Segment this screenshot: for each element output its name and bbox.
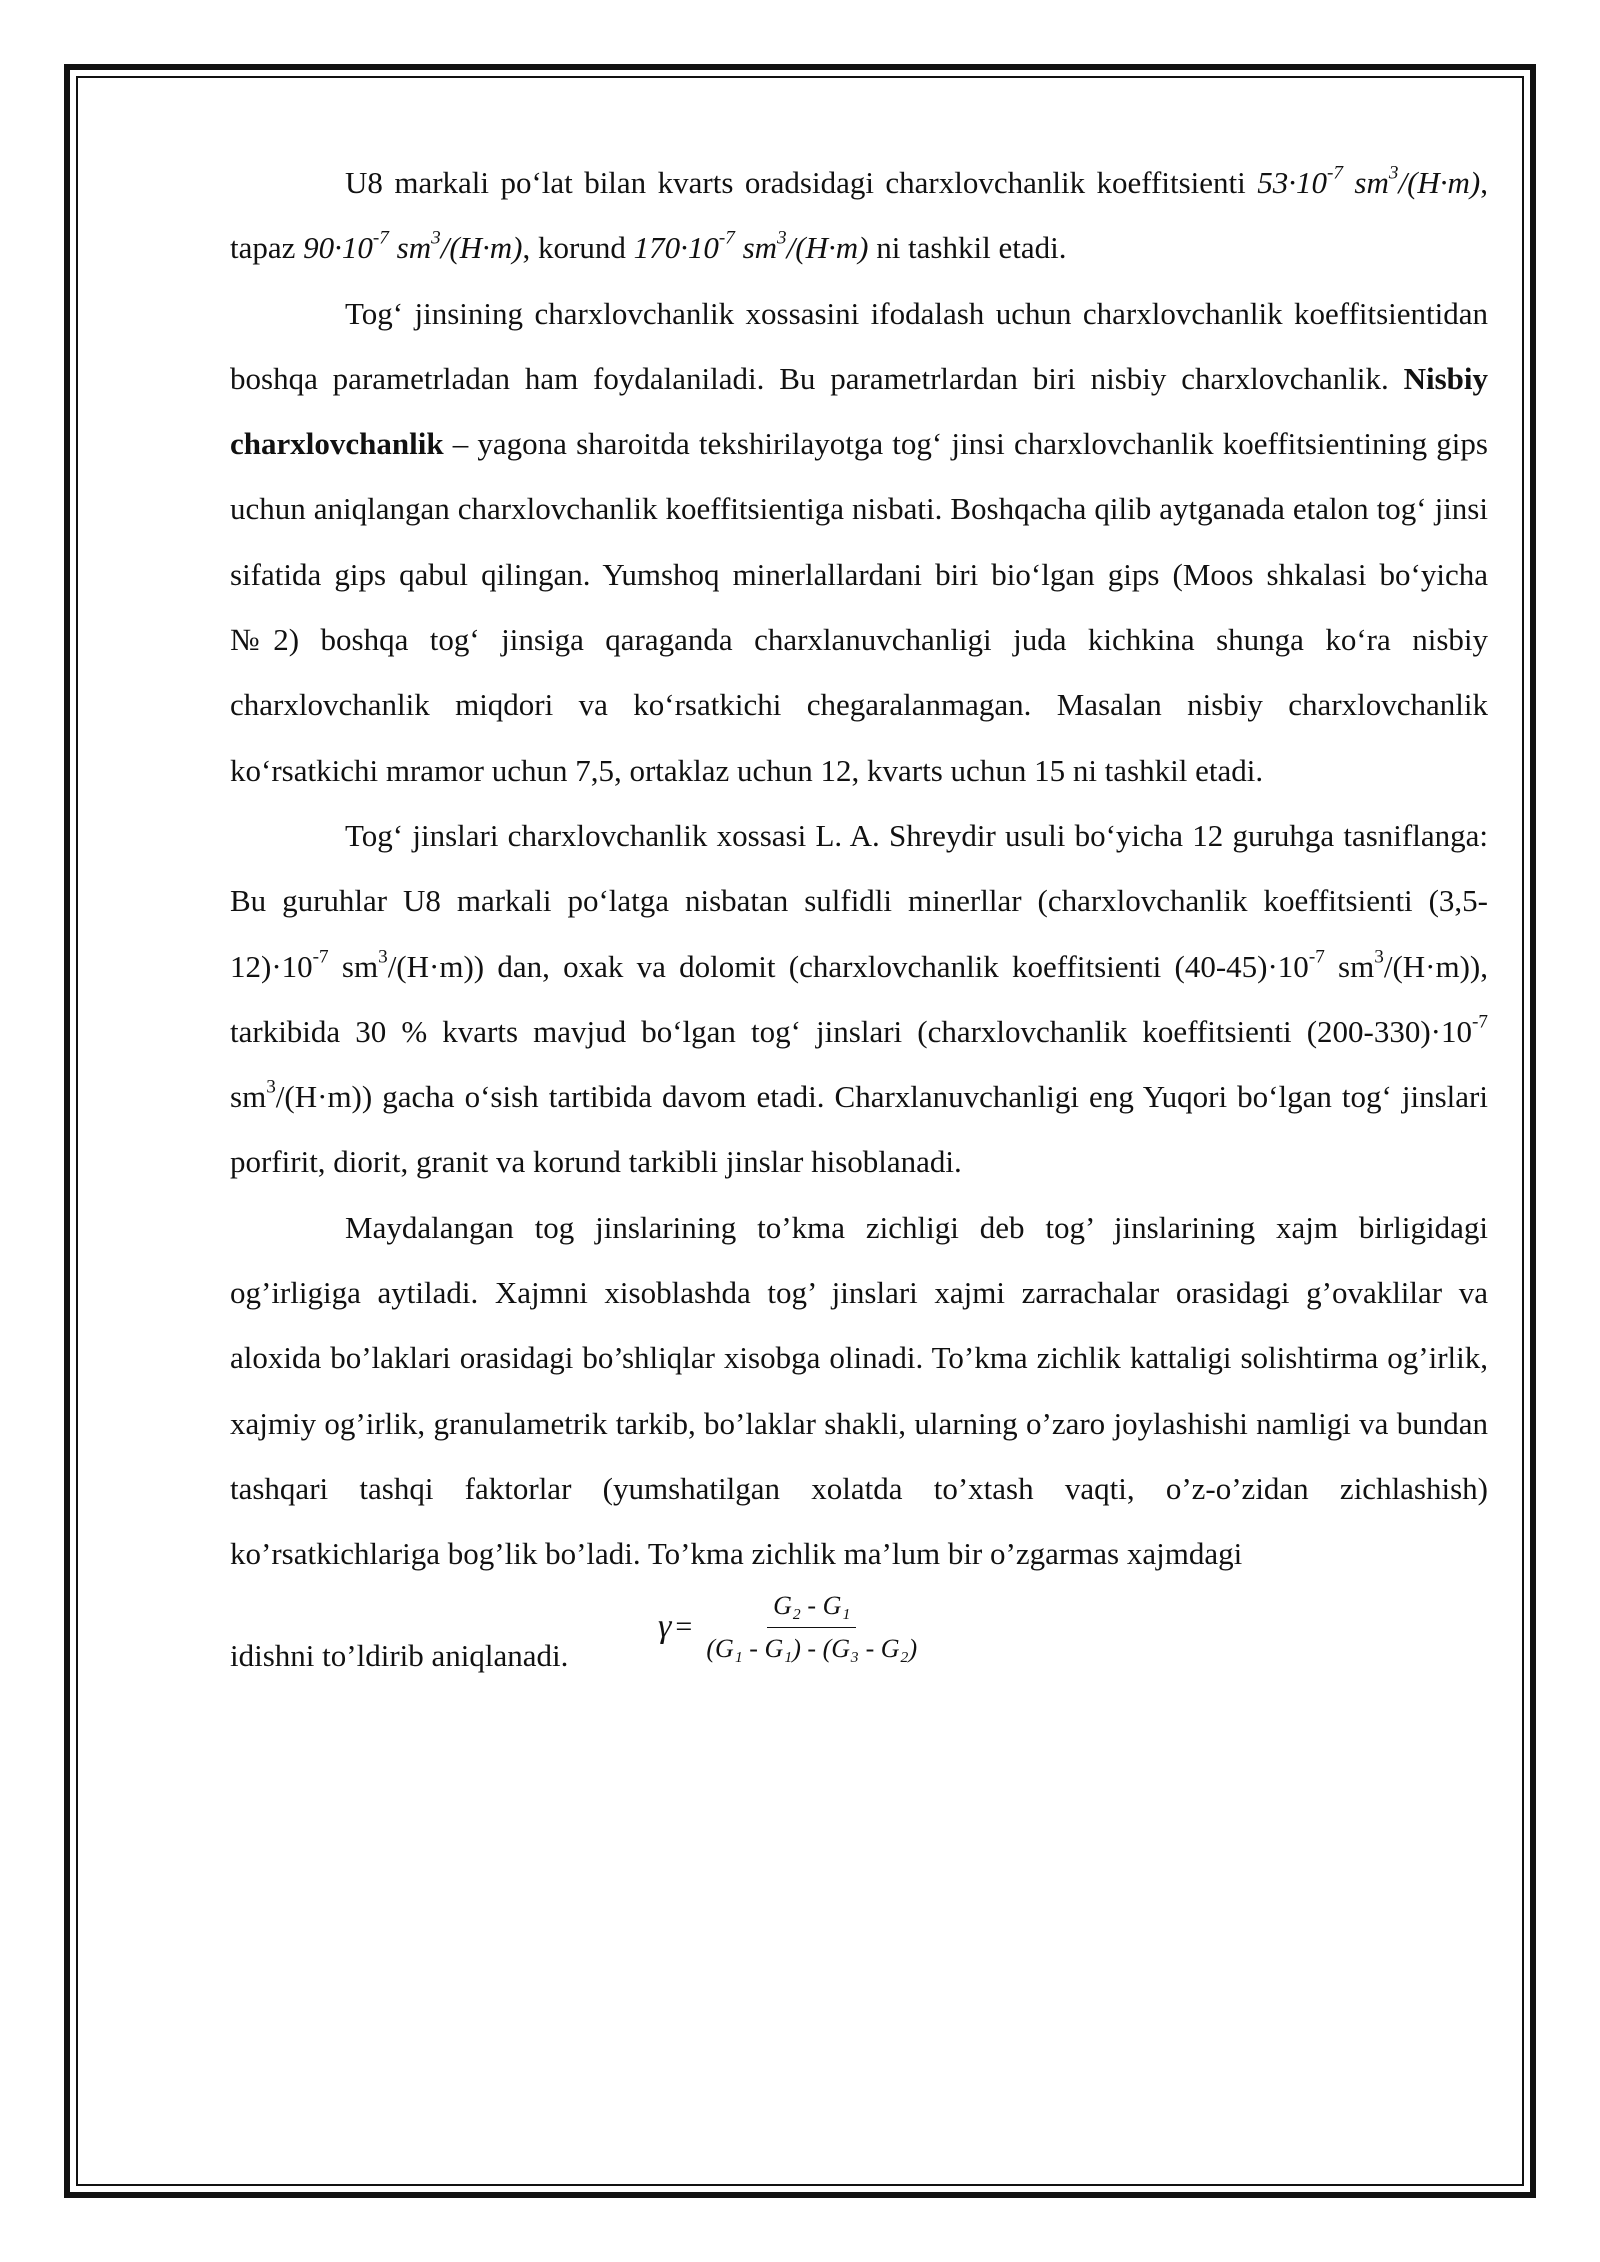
equals-sign: =: [675, 1610, 693, 1644]
paragraph-classification: Tog‘ jinslari charxlovchanlik xossasi L. A. Shreydir usuli bo‘yicha 12 guruhga tasniflanga: Bu guruhlar U8 markali po‘latga nisbatan sulfidli minerllar (charxlovchanlik koeffitsienti $(3,5-12)\cdot 10^{-7}$ $sm^3/(H\cdot m)$) dan, oxak va dolomit (charxlovchanlik koeffitsienti $(40-45)\cdot 10^{-7}$ $sm^3/(H\cdot m)$), tarkibida 30 % kvarts mavjud bo‘lgan tog‘ jinslari (charxlovchanlik koeffitsienti $(200-330)\cdot 10^{-7}$ $sm^3/(H\cdot m)$) gacha o‘sish tartibida davom etadi. Charxlanuvchanligi eng Yuqori bo‘lgan tog‘ jinslari porfirit, diorit, granit va korund tarkibli jinslar hisoblanadi.: [230, 817, 1488, 1180]
value-topaz: $90\cdot 10^{-7}$ $sm^3/(H\cdot m)$: [303, 227, 523, 266]
formula-line: [230, 1587, 1488, 1687]
fraction-denominator: (G₁ - G₁) - (G₃ - G₂): [706, 1633, 918, 1663]
paragraph-abrasion-coefficients: [230, 150, 1488, 281]
text: , tapaz: [230, 165, 1488, 266]
bold-term: Nisbiy charxlovchanlik: [230, 360, 1488, 462]
document-body: [230, 150, 1488, 1687]
formula-lead-text: idishni to’ldirib aniqlanadi.: [230, 1637, 569, 1673]
fraction: [700, 1587, 923, 1668]
paragraph-relative-abrasiveness: [230, 281, 1488, 803]
value-quartz: $53\cdot 10^{-7}$ $sm^3/(H\cdot m)$: [1257, 162, 1481, 200]
text: Tog‘ jinslari charxlovchanlik xossasi L. A. Shreydir usuli bo‘yicha 12 guruhga tasniflanga: Bu guruhlar U8 markali po‘latga nisbatan sulfidli minerllar (charxlovchanlik koeffitsienti (3,5-12)·10: [230, 817, 1488, 984]
text: Tog‘ jinsining charxlovchanlik xossasini ifodalash uchun charxlovchanlik koeffitsientidan boshqa parametrladan ham foydalaniladi. Bu parametrlardan biri nisbiy charxlovchanlik.: [230, 295, 1488, 396]
bulk-density-formula: [658, 1587, 923, 1668]
paragraph-bulk-density: Maydalangan tog jinslarining to’kma zichligi deb tog’ jinslarining xajm birligidagi og’irligiga aytiladi. Xajmni xisoblashda tog’ jinslari xajmi zarrachalar orasidagi g’ovaklilar va aloxida bo’laklari orasidagi bo’shliqlar xisobga olinadi. To’kma zichlik kattaligi solishtirma og’irlik, xajmiy og’irlik, granulametrik tarkib, bo’laklar shakli, ularning o’zaro joylashishi namligi va bundan tashqari tashqi faktorlar (yumshatilgan xolatda to’xtash vaqti, o’z-o’zidan zichlashish) ko’rsatkichlariga bog’lik bo’ladi. To’kma zichlik ma’lum bir o’zgarmas xajmdagi: [230, 1209, 1488, 1572]
value-corundum: $170\cdot 10^{-7}$ $sm^3/(H\cdot m)$: [633, 227, 869, 266]
gamma-symbol: γ: [658, 1608, 672, 1646]
fraction-numerator: G₂ - G₁: [767, 1587, 856, 1628]
text: ni tashkil etadi.: [868, 230, 1067, 266]
text: U8 markali po‘lat bilan kvarts oradsidagi charxlovchanlik koeffitsienti: [345, 165, 1258, 200]
text: , korund: [522, 230, 634, 266]
text: – yagona sharoitda tekshirilayotga tog‘ jinsi charxlovchanlik koeffitsientining gips uchun aniqlangan charxlovchanlik koeffitsientiga nisbati. Boshqacha qilib aytganada etalon tog‘ jinsi sifatida gips qabul qilingan. Yumshoq minerlallardani biri bio‘lgan gips (Moos shkalasi bo‘yicha №2) boshqa tog‘ jinsiga qaraganda charxlanuvchanligi juda kichkina shunga ko‘ra nisbiy charxlovchanlik miqdori va ko‘rsatkichi chegaralanmagan. Masalan nisbiy charxlovchanlik ko‘rsatkichi mramor uchun 7,5, ortaklaz uchun 12, kvarts uchun 15 ni tashkil etadi.: [230, 426, 1488, 788]
